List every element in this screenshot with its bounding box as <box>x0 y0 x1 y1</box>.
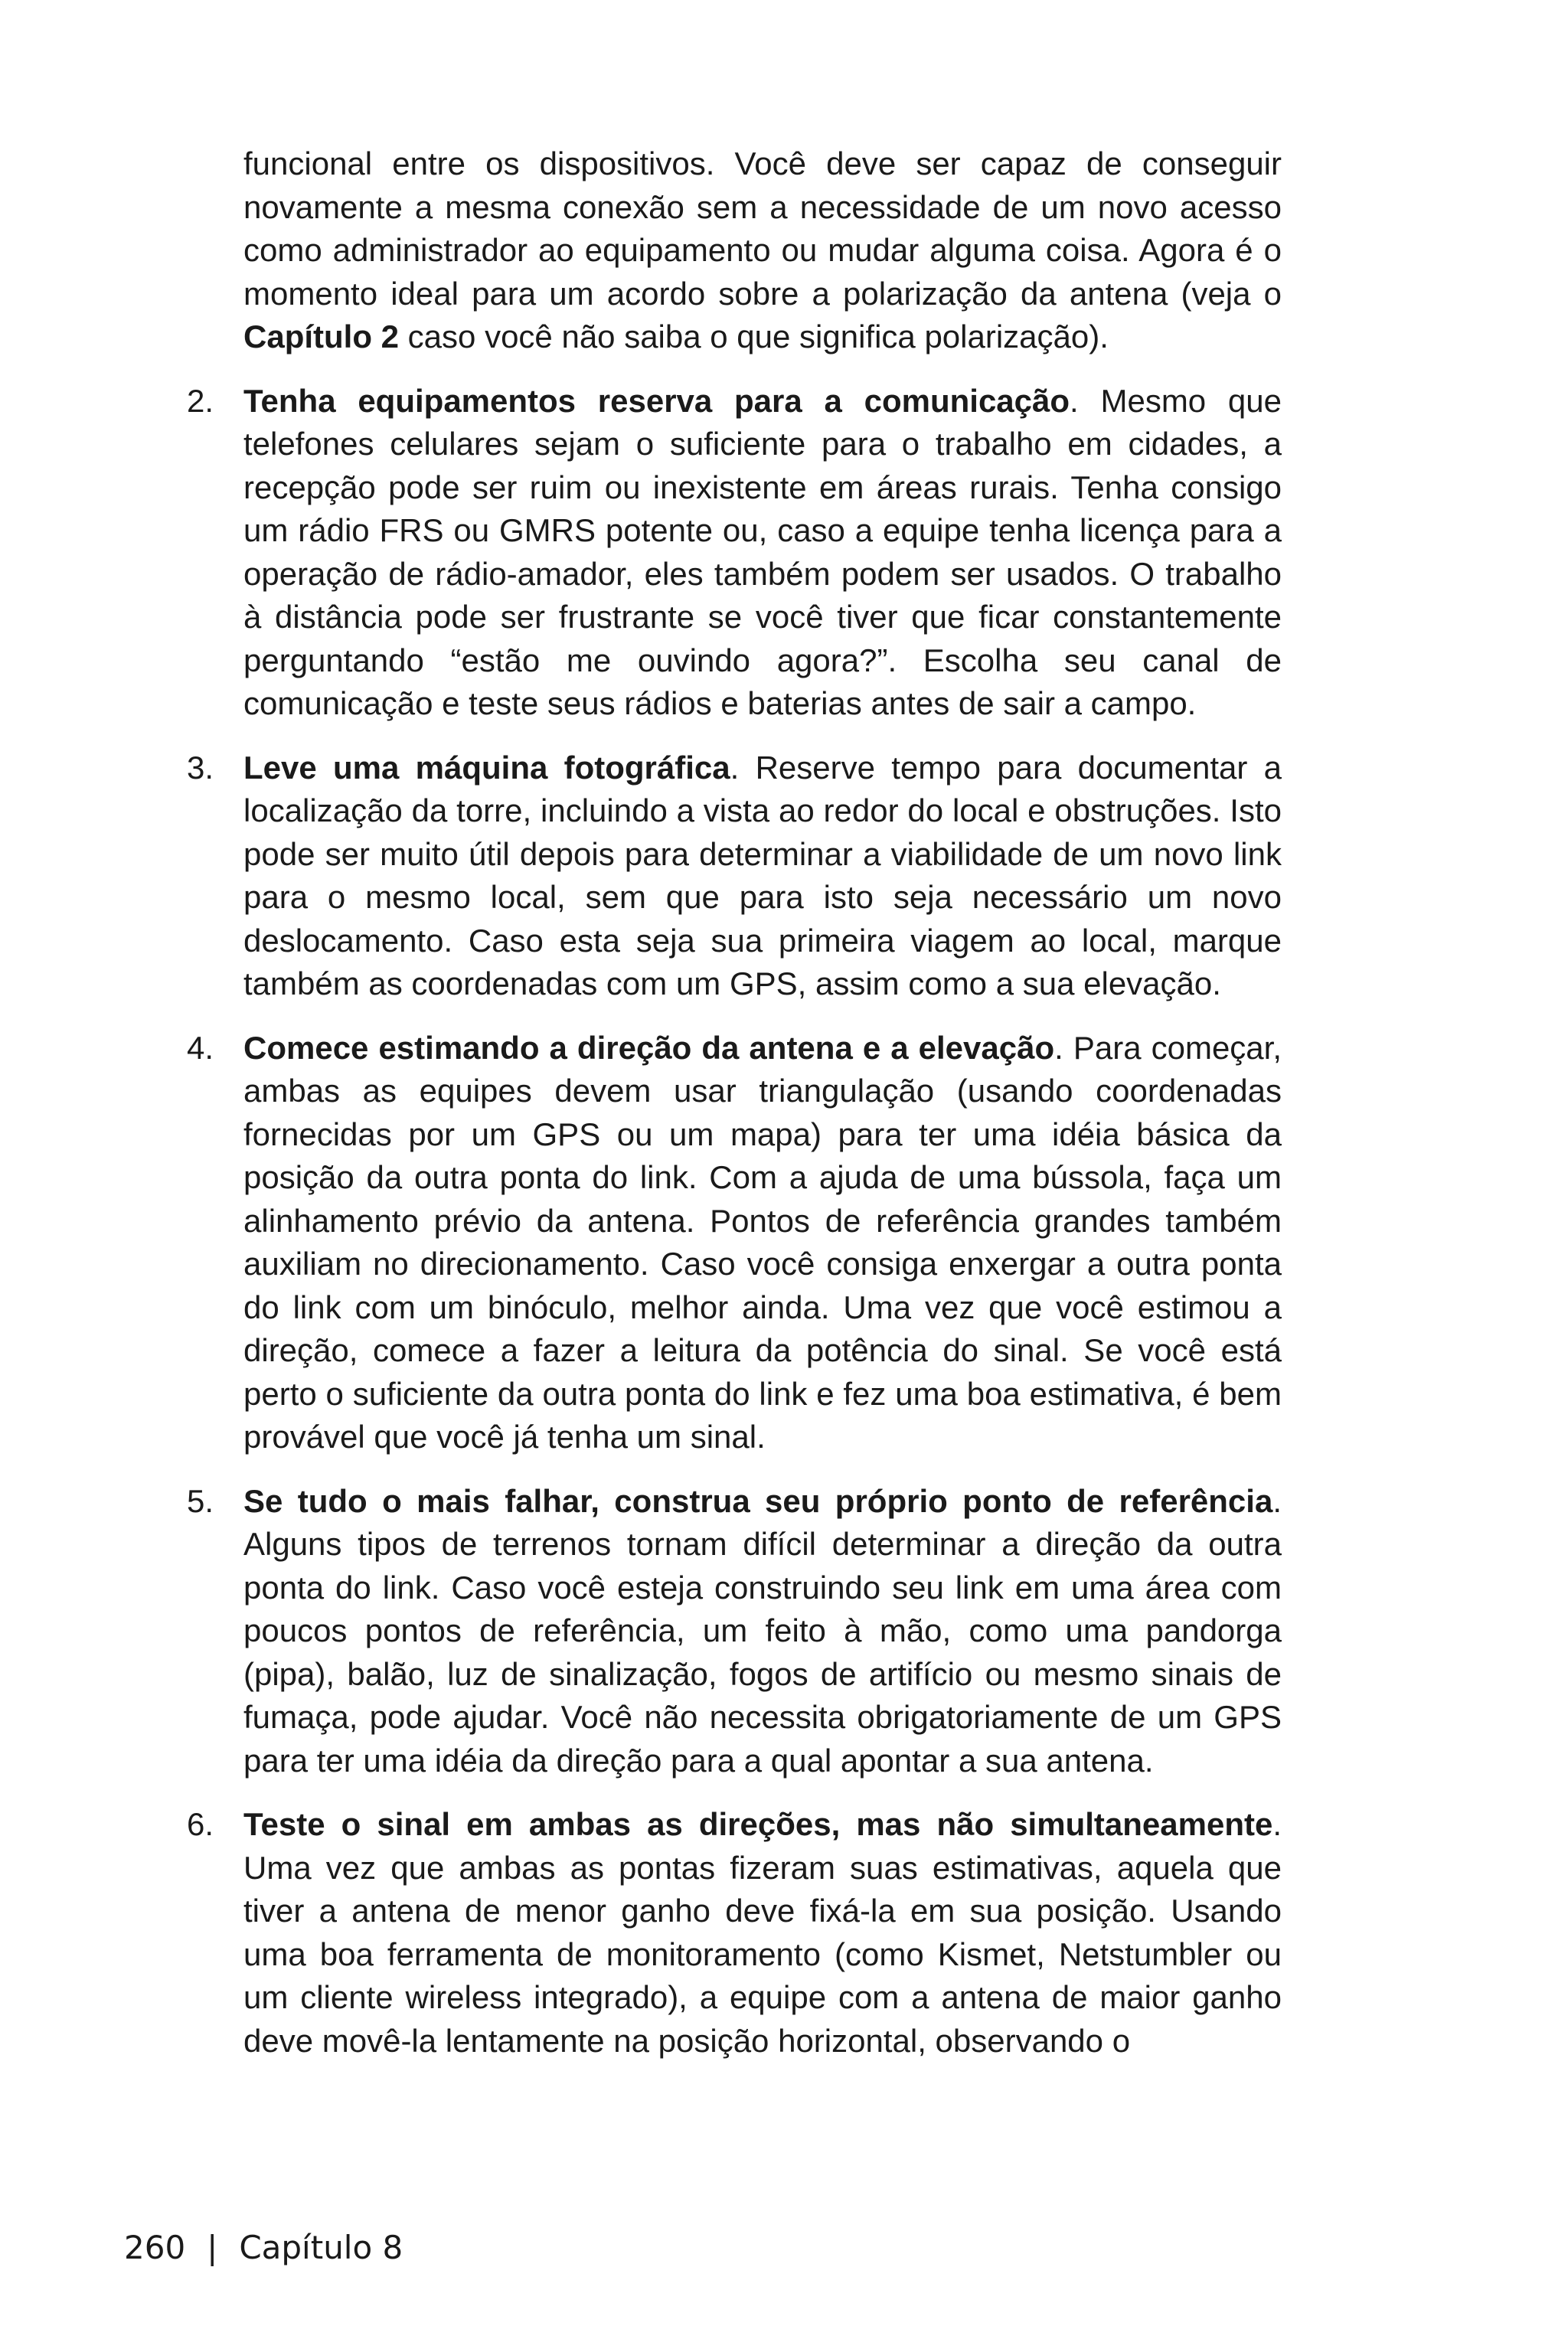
list-item-text: . Alguns tipos de terrenos tornam difícil determinar a direção da outra ponta do link. Caso você esteja construindo seu link em uma área com poucos pontos de referência, um feito à mão, como uma pandorga (pipa), balão, luz de sinalização, fogos de artifício ou mesmo sinais de fumaça, pode ajudar. Você não necessita obrigatoriamente de um GPS para ter uma idéia da direção para a qual apontar a sua antena. <box>243 1482 1282 1779</box>
list-item-number: 4. <box>187 1029 214 1066</box>
list-item-number: 2. <box>187 382 214 419</box>
list-item <box>187 1803 1282 2063</box>
intro-text-b: caso você não saiba o que significa polarização). <box>399 318 1109 354</box>
list-item <box>187 380 1282 726</box>
intro-text-a: funcional entre os dispositivos. Você deve ser capaz de conseguir novamente a mesma conexão sem a necessidade de um novo acesso como administrador ao equipamento ou mudar alguma coisa. Agora é o momento ideal para um acordo sobre a polarização da antena (veja o <box>243 145 1282 312</box>
list-item-title: Comece estimando a direção da antena e a elevação <box>243 1029 1055 1066</box>
page-body <box>187 142 1282 2063</box>
numbered-list <box>187 380 1282 2063</box>
list-item <box>187 1027 1282 1459</box>
page-footer <box>124 2226 403 2269</box>
list-item-text: . Reserve tempo para documentar a localização da torre, incluindo a vista ao redor do local e obstruções. Isto pode ser muito útil depois para determinar a viabilidade de um novo link para o mesmo local, sem que para isto seja necessário um novo deslocamento. Caso esta seja sua primeira viagem ao local, marque também as coordenadas com um GPS, assim como a sua elevação. <box>243 749 1282 1001</box>
list-item-number: 5. <box>187 1482 214 1519</box>
page-number: 260 <box>124 2229 186 2266</box>
list-item <box>187 746 1282 1006</box>
chapter-label: Capítulo 8 <box>239 2229 403 2266</box>
list-item-text: . Uma vez que ambas as pontas fizeram suas estimativas, aquela que tiver a antena de menor ganho deve fixá-la em sua posição. Usando uma boa ferramenta de monitoramento (como Kismet, Netstumbler ou um cliente wireless integrado), a equipe com a antena de maior ganho deve movê-la lentamente na posição horizontal, observando o <box>243 1806 1282 2059</box>
list-item-text: . Para começar, ambas as equipes devem usar triangulação (usando coordenadas fornecidas por um GPS ou um mapa) para ter uma idéia básica da posição da outra ponta do link. Com a ajuda de uma bússola, faça um alinhamento prévio da antena. Pontos de referência grandes também auxiliam no direcionamento. Caso você consiga enxergar a outra ponta do link com um binóculo, melhor ainda. Uma vez que você estimou a direção, comece a fazer a leitura da potência do sinal. Se você está perto o suficiente da outra ponta do link e fez uma boa estimativa, é bem provável que você já tenha um sinal. <box>243 1029 1282 1455</box>
list-item-title: Teste o sinal em ambas as direções, mas não simultaneamente <box>243 1806 1273 1842</box>
list-item-number: 3. <box>187 749 214 786</box>
list-item-title: Se tudo o mais falhar, construa seu próprio ponto de referência <box>243 1482 1273 1519</box>
list-item-text: . Mesmo que telefones celulares sejam o suficiente para o trabalho em cidades, a recepção pode ser ruim ou inexistente em áreas rurais. Tenha consigo um rádio FRS ou GMRS potente ou, caso a equipe tenha licença para a operação de rádio-amador, eles também podem ser usados. O trabalho à distância pode ser frustrante se você tiver que ficar constantemente perguntando “estão me ouvindo agora?”. Escolha seu canal de comunicação e teste seus rádios e baterias antes de sair a campo. <box>243 382 1282 721</box>
list-item-title: Tenha equipamentos reserva para a comunicação <box>243 382 1070 419</box>
chapter-reference: Capítulo 2 <box>243 318 400 354</box>
list-item-title: Leve uma máquina fotográfica <box>243 749 730 786</box>
list-item <box>187 1480 1282 1783</box>
intro-paragraph <box>243 142 1282 359</box>
list-item-number: 6. <box>187 1806 214 1842</box>
footer-separator: | <box>207 2229 218 2266</box>
